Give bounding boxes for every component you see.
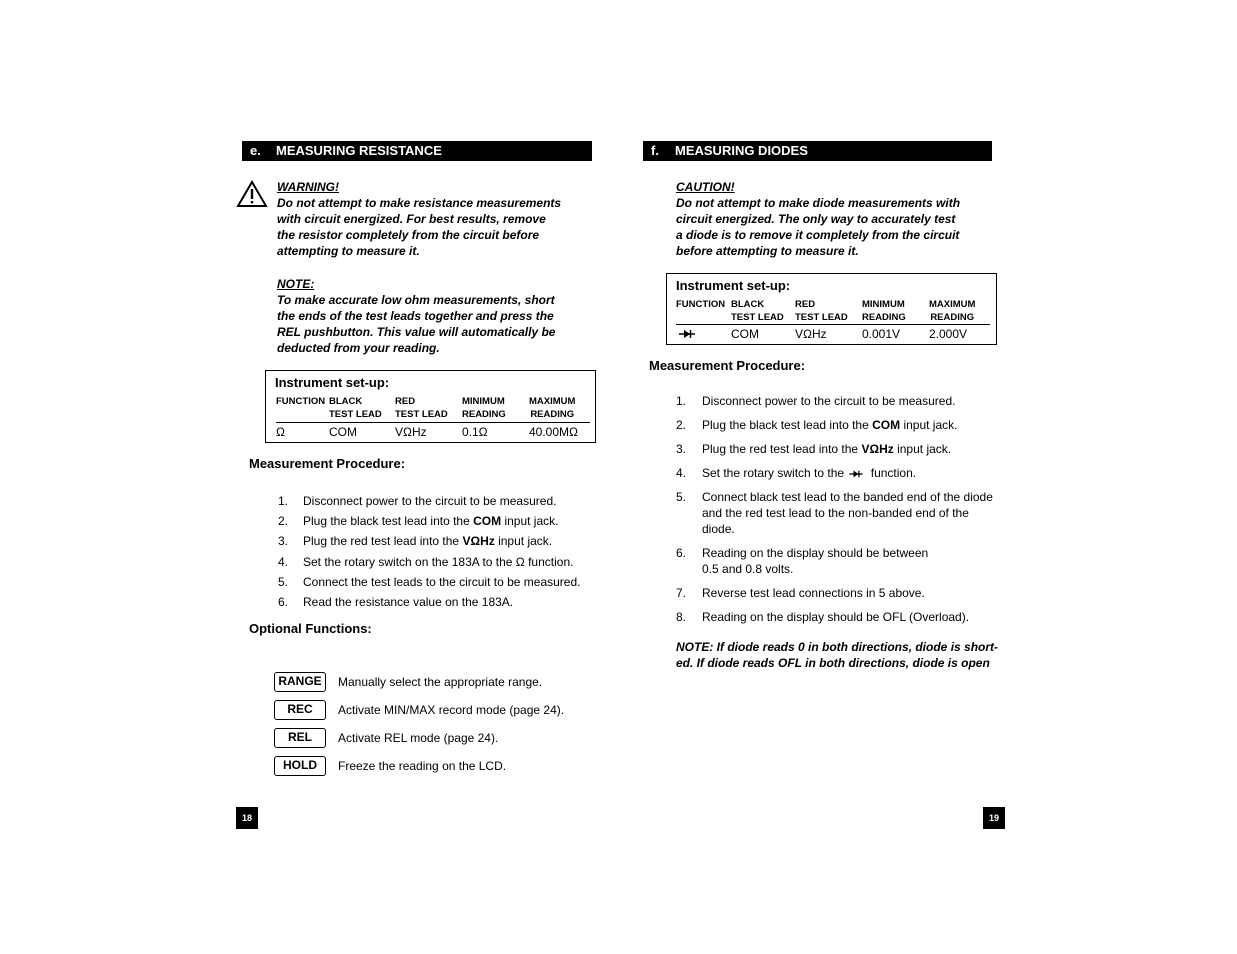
- warning-line: the resistor completely from the circuit before: [277, 228, 540, 242]
- instrument-setup-table: [265, 370, 596, 443]
- step-text: Plug the red test lead into the VΩHz input jack.: [303, 534, 553, 548]
- rel-key[interactable]: REL: [274, 728, 326, 748]
- step-number: 6.: [278, 595, 289, 609]
- hold-key[interactable]: HOLD: [274, 756, 326, 776]
- step-number: 6.: [676, 546, 687, 560]
- note-line: ed. If diode reads OFL in both directions, diode is open: [676, 656, 990, 670]
- note-line: deducted from your reading.: [277, 341, 440, 355]
- step-item: [278, 533, 288, 549]
- section-title: MEASURING RESISTANCE: [276, 143, 442, 158]
- warning-line: attempting to measure it.: [277, 244, 420, 258]
- step-number: 5.: [278, 575, 289, 589]
- step-number: 8.: [676, 610, 687, 624]
- section-header-diodes: [643, 141, 992, 161]
- range-key[interactable]: RANGE: [274, 672, 326, 692]
- step-number: 4.: [676, 466, 687, 480]
- step-number: 5.: [676, 490, 687, 504]
- diode-icon: [679, 328, 695, 340]
- note-line: To make accurate low ohm measurements, short: [277, 293, 555, 307]
- step-number: 4.: [278, 555, 289, 569]
- col-header-red: RED TEST LEAD: [795, 299, 848, 323]
- step-item: [278, 594, 288, 610]
- note-line: NOTE: If diode reads 0 in both directions, diode is short-: [676, 640, 999, 654]
- warning-icon: [236, 180, 268, 208]
- col-header-minimum: MINIMUM READING: [462, 396, 506, 420]
- caution-line: Do not attempt to make diode measurements with: [676, 196, 961, 210]
- caution-line: a diode is to remove it completely from the circuit: [676, 228, 960, 242]
- step-number: 1.: [278, 494, 289, 508]
- col-header-black: BLACK TEST LEAD: [731, 299, 784, 323]
- col-header-black: BLACK TEST LEAD: [329, 396, 382, 420]
- header-rule: [276, 422, 590, 423]
- value-black-lead: COM: [329, 425, 357, 439]
- step-number: 7.: [676, 586, 687, 600]
- page-number-right: 19: [983, 807, 1005, 829]
- step-number: 2.: [278, 514, 289, 528]
- note-line: REL pushbutton. This value will automatically be: [277, 325, 556, 339]
- step-number: 2.: [676, 418, 687, 432]
- page-number-left: 18: [236, 807, 258, 829]
- step-text: Set the rotary switch to the function.: [702, 466, 917, 480]
- section-title: MEASURING DIODES: [675, 143, 808, 158]
- caution-line: circuit energized. The only way to accurately test: [676, 212, 956, 226]
- note-label: NOTE:: [277, 277, 315, 291]
- value-red-lead: VΩHz: [395, 425, 427, 439]
- step-item: [278, 554, 288, 570]
- step-item: [278, 493, 288, 509]
- col-header-minimum: MINIMUM READING: [862, 299, 906, 323]
- instrument-setup-table: [666, 273, 997, 345]
- note-block: [277, 276, 555, 356]
- value-minimum: 0.001V: [862, 327, 901, 341]
- step-number: 3.: [676, 442, 687, 456]
- step-text: Plug the black test lead into the COM input jack.: [303, 514, 559, 528]
- rec-key-description: Activate MIN/MAX record mode (page 24).: [338, 703, 565, 717]
- value-maximum: 2.000V: [929, 327, 968, 341]
- col-header-function: FUNCTION: [276, 396, 326, 407]
- step-text: Read the resistance value on the 183A.: [303, 595, 514, 609]
- step-text: Set the rotary switch on the 183A to the Ω function.: [303, 555, 574, 569]
- step-text: Reverse test lead connections in 5 above.: [702, 586, 925, 600]
- step-text: Connect the test leads to the circuit to be measured.: [303, 575, 581, 589]
- section-letter: e.: [250, 143, 261, 158]
- optional-functions-title: Optional Functions:: [249, 621, 372, 636]
- step-text: Plug the black test lead into the COM input jack.: [702, 418, 958, 432]
- col-header-function: FUNCTION: [676, 299, 726, 310]
- procedure-title: Measurement Procedure:: [249, 456, 406, 471]
- section-header-resistance: [242, 141, 592, 161]
- step-text: Disconnect power to the circuit to be measured.: [702, 394, 956, 408]
- rel-key-description: Activate REL mode (page 24).: [338, 731, 499, 745]
- value-black-lead: COM: [731, 327, 759, 341]
- warning-block: [277, 179, 561, 259]
- setup-title: Instrument set-up:: [676, 278, 791, 293]
- section-letter: f.: [651, 143, 659, 158]
- caution-block: [676, 179, 960, 259]
- rec-key[interactable]: REC: [274, 700, 326, 720]
- value-red-lead: VΩHz: [795, 327, 827, 341]
- header-rule: [676, 324, 990, 325]
- diode-icon: [849, 469, 863, 479]
- note-line: the ends of the test leads together and press the: [277, 309, 554, 323]
- col-header-maximum: MAXIMUM READING: [929, 299, 976, 323]
- value-maximum: 40.00MΩ: [529, 425, 578, 439]
- step-item: [278, 574, 288, 590]
- hold-key-description: Freeze the reading on the LCD.: [338, 759, 507, 773]
- col-header-red: RED TEST LEAD: [395, 396, 448, 420]
- warning-label: WARNING!: [277, 180, 339, 194]
- setup-title: Instrument set-up:: [275, 375, 390, 390]
- step-text: Reading on the display should be between 0.5 and 0.8 volts.: [702, 546, 929, 576]
- col-header-maximum: MAXIMUM READING: [529, 396, 576, 420]
- step-text: Disconnect power to the circuit to be measured.: [303, 494, 557, 508]
- diode-note: [676, 639, 998, 671]
- caution-label: CAUTION!: [676, 180, 735, 194]
- procedure-title: Measurement Procedure:: [649, 358, 806, 373]
- warning-line: with circuit energized. For best results, remove: [277, 212, 546, 226]
- step-number: 3.: [278, 534, 289, 548]
- value-minimum: 0.1Ω: [462, 425, 488, 439]
- step-number: 1.: [676, 394, 687, 408]
- step-item: [278, 513, 288, 529]
- step-text: Plug the red test lead into the VΩHz input jack.: [702, 442, 952, 456]
- value-function: Ω: [276, 425, 285, 439]
- warning-line: Do not attempt to make resistance measurements: [277, 196, 562, 210]
- step-text: Reading on the display should be OFL (Overload).: [702, 610, 970, 624]
- step-text: Connect black test lead to the banded end of the diode and the red test lead to the non-banded end of the diode.: [702, 490, 993, 536]
- caution-line: before attempting to measure it.: [676, 244, 859, 258]
- range-key-description: Manually select the appropriate range.: [338, 675, 543, 689]
